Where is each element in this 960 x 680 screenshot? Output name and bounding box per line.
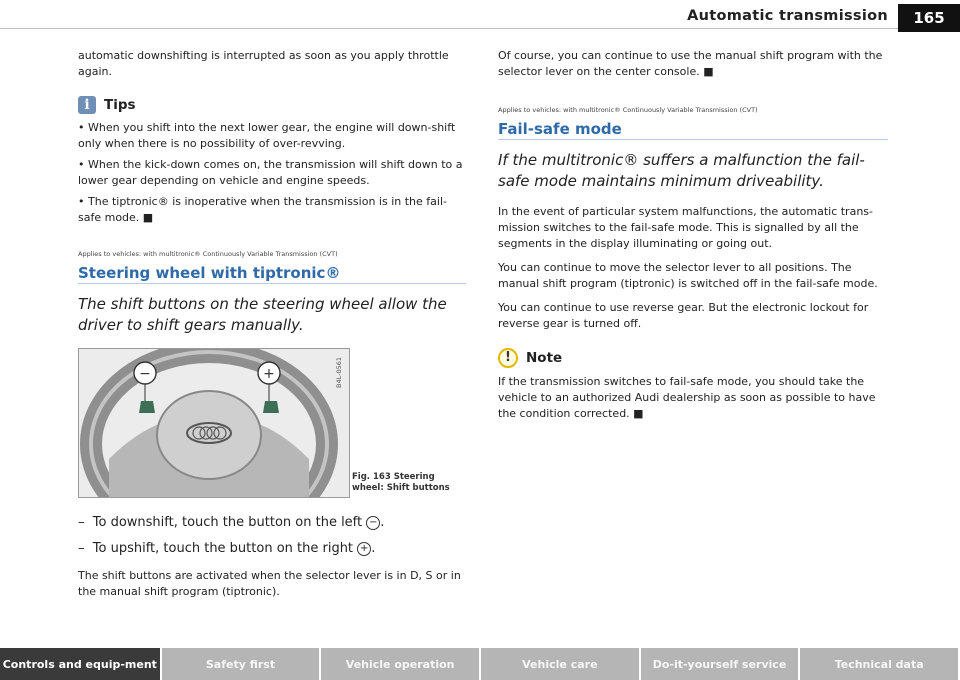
- section-title: Fail-safe mode: [498, 121, 888, 140]
- figure-caption: Fig. 163 Steering wheel: Shift buttons: [352, 472, 450, 493]
- svg-text:−: −: [139, 366, 151, 382]
- plus-button-symbol: +: [357, 542, 371, 556]
- page-number: 165: [898, 4, 960, 32]
- svg-text:+: +: [263, 366, 275, 382]
- section-lead: If the multitronic® suffers a malfunction the fail-safe mode maintains minimum driveability.: [498, 151, 865, 190]
- tips-heading: [78, 96, 466, 114]
- left-intro: automatic downshifting is interrupted as soon as you apply throttle again.: [78, 49, 449, 78]
- right-intro: Of course, you can continue to use the manual shift program with the selector lever on the center console. ■: [498, 49, 883, 78]
- paragraph: In the event of particular system malfunctions, the automatic trans-mission switches to the fail-safe mode. This is signalled by all the segments in the display illuminating or going out.: [498, 205, 873, 250]
- left-column: [78, 48, 466, 608]
- footer-tab-technical-data[interactable]: Technical data: [800, 648, 958, 680]
- steering-wheel-illustration: [79, 349, 349, 497]
- info-icon: i: [78, 96, 96, 114]
- tip-item: • When the kick-down comes on, the transmission will shift down to a lower gear depending on vehicle and engine speeds.: [78, 158, 463, 187]
- right-column: [498, 48, 888, 430]
- footer-tab-diy-service[interactable]: Do-it-yourself service: [641, 648, 799, 680]
- figure-code: B4L-0561: [335, 357, 343, 388]
- footer-tab-controls[interactable]: Controls and equip-ment: [0, 648, 160, 680]
- footer-tab-safety[interactable]: Safety first: [162, 648, 320, 680]
- warning-icon: !: [498, 348, 518, 368]
- applies-note: Applies to vehicles: with multitronic® Continuously Variable Transmission (CVT): [78, 250, 338, 258]
- footer-nav: [0, 648, 960, 680]
- section-title: Steering wheel with tiptronic®: [78, 265, 466, 284]
- section-lead: The shift buttons on the steering wheel allow the driver to shift gears manually.: [78, 295, 447, 334]
- footer-tab-vehicle-operation[interactable]: Vehicle operation: [321, 648, 479, 680]
- step-downshift: – To downshift, touch the button on the left − .: [78, 515, 385, 530]
- note-heading: [498, 348, 888, 368]
- paragraph: You can continue to use reverse gear. But the electronic lockout for reverse gear is turned off.: [498, 301, 869, 330]
- figure-block: [78, 348, 466, 500]
- paragraph: You can continue to move the selector lever to all positions. The manual shift program (tiptronic) is switched off in the fail-safe mode.: [498, 261, 878, 290]
- left-closing: The shift buttons are activated when the selector lever is in D, S or in the manual shift program (tiptronic).: [78, 569, 461, 598]
- note-title: Note: [526, 350, 563, 366]
- header-rule: [0, 28, 960, 29]
- minus-button-symbol: −: [366, 516, 380, 530]
- footer-tab-vehicle-care[interactable]: Vehicle care: [481, 648, 639, 680]
- tip-item: • The tiptronic® is inoperative when the transmission is in the fail-safe mode. ■: [78, 195, 447, 224]
- applies-note: Applies to vehicles: with multitronic® Continuously Variable Transmission (CVT): [498, 106, 758, 114]
- tip-item: • When you shift into the next lower gear, the engine will down-shift only when there is no possibility of over-revving.: [78, 121, 456, 150]
- steering-wheel-figure: [78, 348, 350, 498]
- note-text: If the transmission switches to fail-safe mode, you should take the vehicle to an authorized Audi dealership as soon as possible to have the condition corrected. ■: [498, 375, 876, 420]
- step-upshift: – To upshift, touch the button on the right + .: [78, 541, 376, 556]
- header-title: Automatic transmission: [687, 8, 888, 24]
- tips-title: Tips: [104, 97, 136, 113]
